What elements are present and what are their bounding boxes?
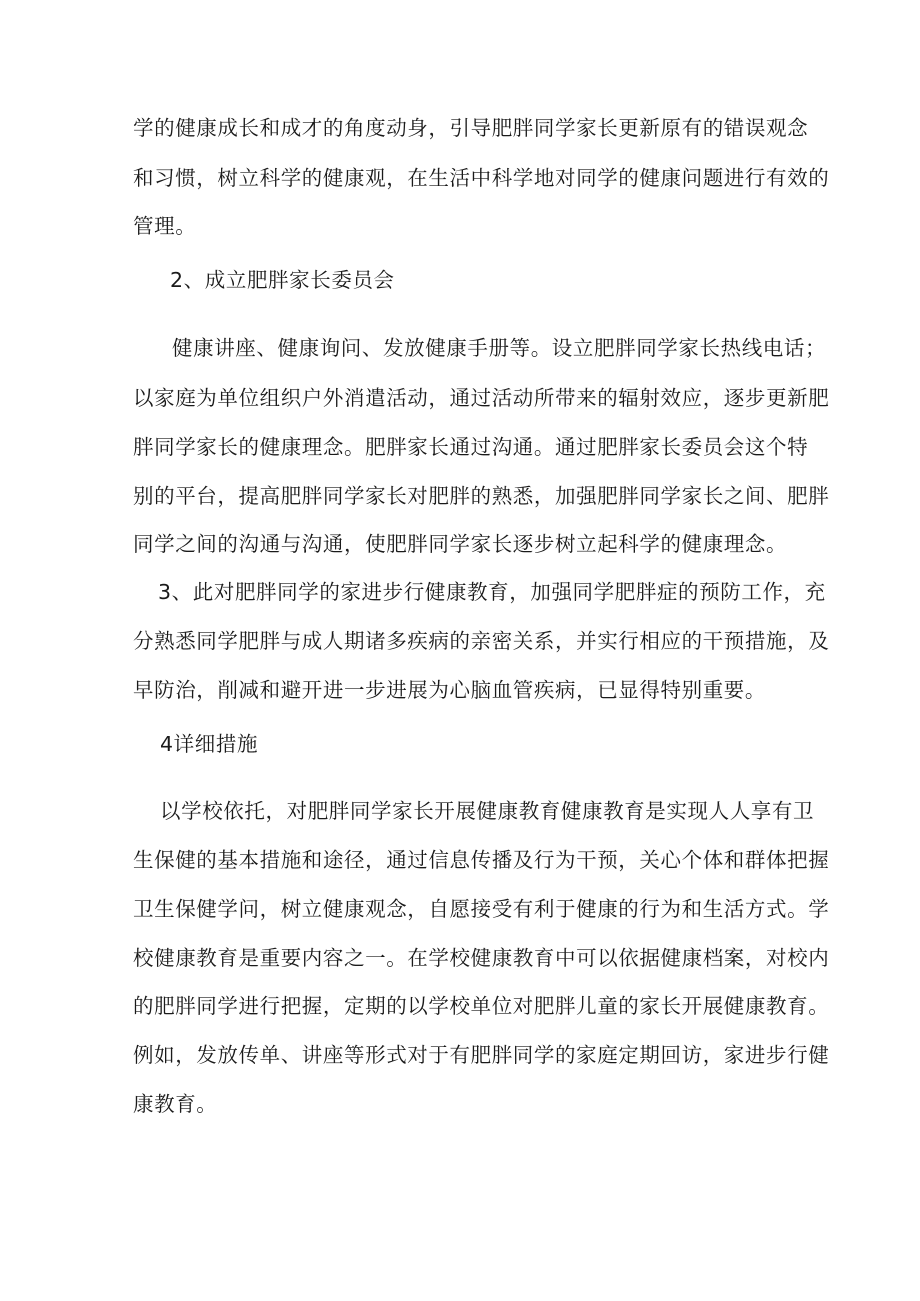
paragraph-line: 卫生保健学问，树立健康观念，自愿接受有利于健康的行为和生活方式。学 [133,897,830,921]
paragraph-line: 和习惯，树立科学的健康观，在生活中科学地对同学的健康问题进行有效的 [133,166,830,190]
paragraph-line: 胖同学家长的健康理念。肥胖家长通过沟通。通过肥胖家长委员会这个特 [133,435,809,459]
paragraph-line: 学的健康成长和成才的角度动身，引导肥胖同学家长更新原有的错误观念 [133,116,809,140]
paragraph-line: 的肥胖同学进行把握，定期的以学校单位对肥胖儿童的家长开展健康教育。 [133,994,830,1018]
paragraph-line: 早防治，削减和避开进一步进展为心脑血管疾病，已显得特别重要。 [133,678,766,702]
paragraph-line: 康教育。 [133,1092,218,1116]
paragraph-line: 管理。 [133,214,197,238]
paragraph-line: 校健康教育是重要内容之一。在学校健康教育中可以依据健康档案，对校内 [133,946,830,970]
paragraph-line: 别的平台，提高肥胖同学家长对肥胖的熟悉，加强肥胖同学家长之间、肥胖 [133,484,830,508]
section-heading: 2、成立肥胖家长委员会 [170,268,395,292]
paragraph-line: 同学之间的沟通与沟通，使肥胖同学家长逐步树立起科学的健康理念。 [133,532,788,556]
paragraph-line: 健康讲座、健康询问、发放健康手册等。设立肥胖同学家长热线电话； [172,336,827,360]
paragraph-line: 3、此对肥胖同学的家进步行健康教育，加强同学肥胖症的预防工作，充 [158,580,826,604]
section-heading: 4详细措施 [160,732,259,756]
paragraph-line: 例如，发放传单、讲座等形式对于有肥胖同学的家庭定期回访，家进步行健 [133,1043,830,1067]
paragraph-line: 生保健的基本措施和途径，通过信息传播及行为干预，关心个体和群体把握 [133,848,830,872]
paragraph-line: 以家庭为单位组织户外消遣活动，通过活动所带来的辐射效应，逐步更新肥 [133,386,830,410]
paragraph-line: 分熟悉同学肥胖与成人期诸多疾病的亲密关系，并实行相应的干预措施，及 [133,629,830,653]
paragraph-line: 以学校依托，对肥胖同学家长开展健康教育健康教育是实现人人享有卫 [160,799,815,823]
